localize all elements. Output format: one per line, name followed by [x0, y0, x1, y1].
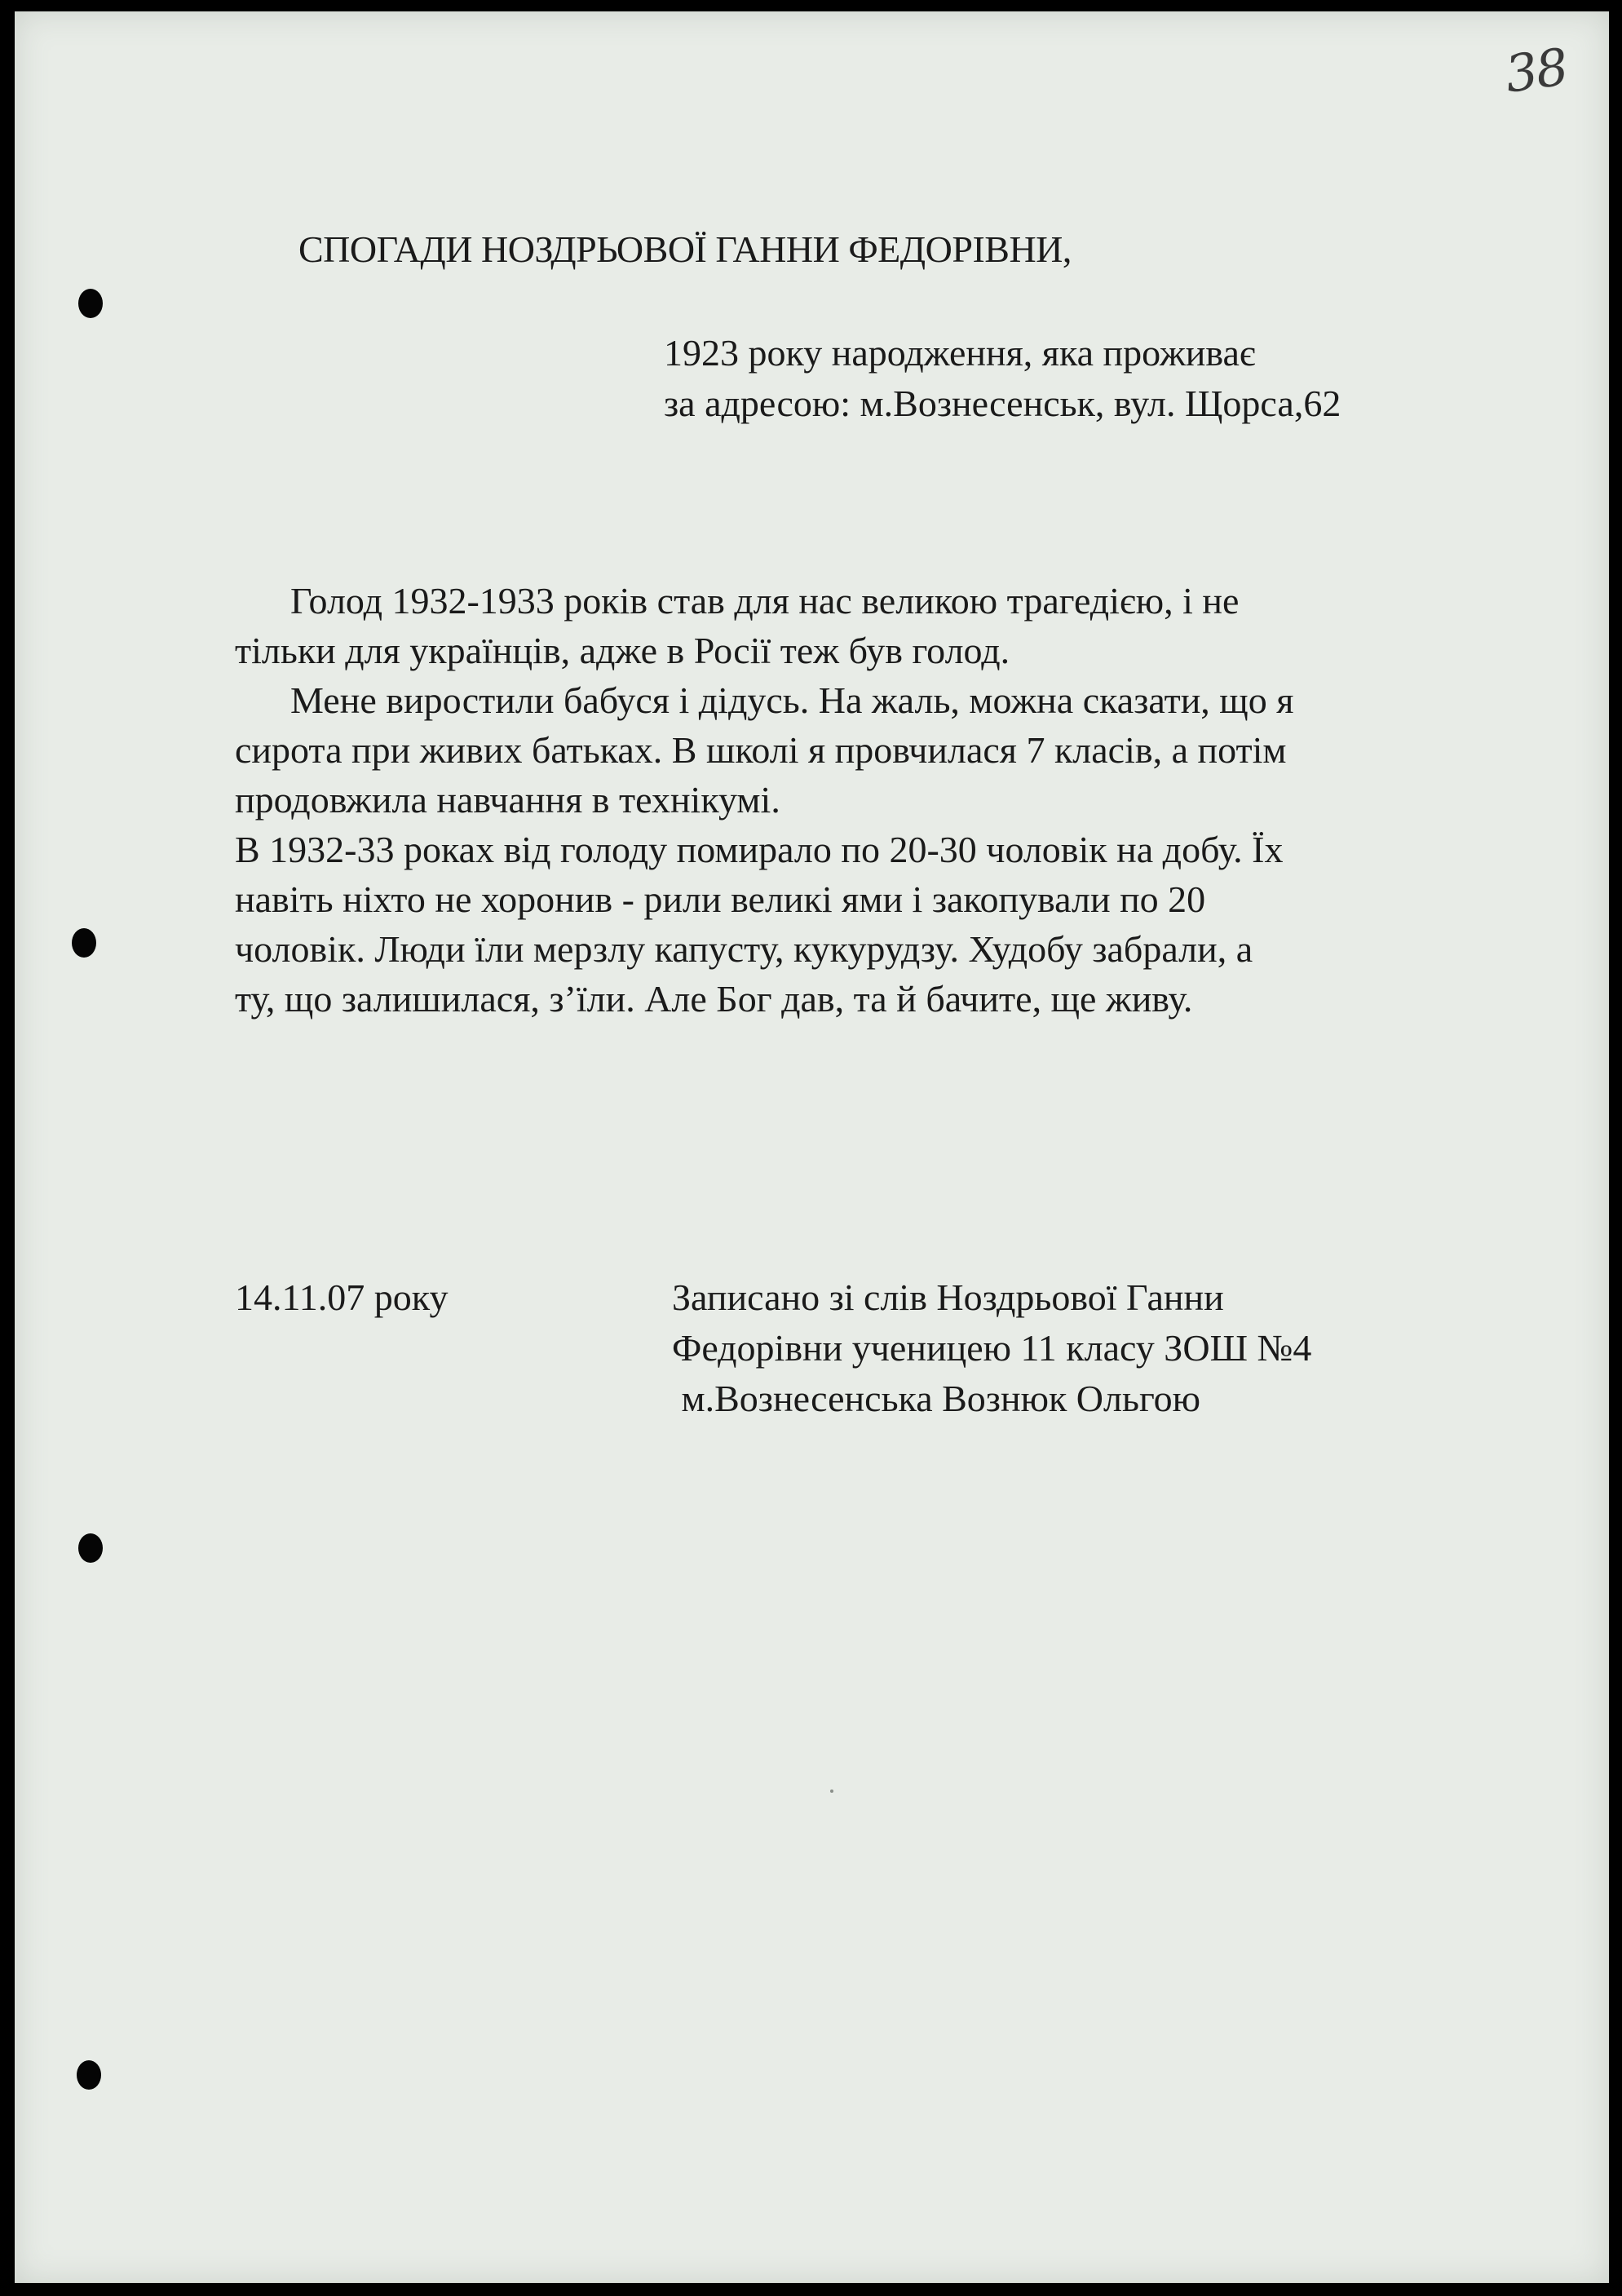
punch-hole: [77, 2060, 101, 2090]
subtitle-line: за адресою: м.Вознесенськ, вул. Щорса,62: [664, 383, 1341, 424]
punch-hole: [72, 928, 96, 958]
document-subtitle: [664, 328, 1341, 429]
body-line: навіть ніхто не хоронив - рили великі ями і закопували по 20: [235, 878, 1206, 920]
body-line: В 1932-33 роках від голоду помирало по 20-30 чоловік на добу. Їх: [235, 829, 1284, 870]
subtitle-line: 1923 року народження, яка проживає: [664, 332, 1256, 374]
recorded-line: м.Вознесенська Вознюк Ольгою: [672, 1378, 1201, 1419]
body-line: продовжила навчання в технікумі.: [235, 779, 780, 821]
recorded-by: [672, 1272, 1311, 1424]
recorded-line: Федорівни ученицею 11 класу ЗОШ №4: [672, 1327, 1312, 1369]
body-line: Мене виростили бабуся і дідусь. На жаль, можна сказати, що я: [290, 679, 1294, 721]
paper-speck: [830, 1789, 833, 1793]
punch-hole: [78, 289, 103, 318]
handwritten-page-number: 38: [1501, 37, 1571, 104]
document-title: СПОГАДИ НОЗДРЬОВОЇ ГАННИ ФЕДОРІВНИ,: [298, 228, 1072, 270]
body-line: чоловік. Люди їли мерзлу капусту, кукурудзу. Худобу забрали, а: [235, 928, 1253, 970]
document-body: [235, 576, 1293, 1024]
body-line: Голод 1932-1933 років став для нас великою трагедією, і не: [290, 580, 1240, 622]
punch-hole: [78, 1533, 103, 1563]
body-line: тільки для українців, адже в Росії теж був голод.: [235, 630, 1010, 671]
document-page: [15, 11, 1609, 2283]
recorded-line: Записано зі слів Ноздрьової Ганни: [672, 1276, 1224, 1318]
record-date: 14.11.07 року: [235, 1276, 449, 1318]
body-line: сирота при живих батьках. В школі я провчилася 7 класів, а потім: [235, 729, 1287, 771]
body-line: ту, що залишилася, з’їли. Але Бог дав, та й бачите, ще живу.: [235, 978, 1193, 1020]
